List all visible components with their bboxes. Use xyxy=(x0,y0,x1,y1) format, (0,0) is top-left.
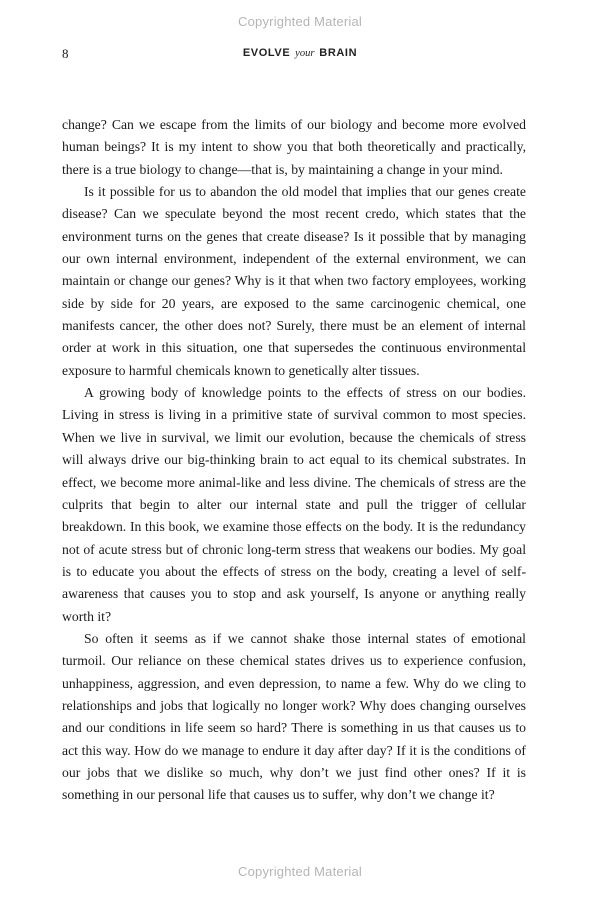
page-number: 8 xyxy=(62,46,69,61)
running-head-evolve: EVOLVE xyxy=(242,47,291,59)
running-head-your: your xyxy=(295,48,315,59)
copyright-watermark-top: Copyrighted Material xyxy=(238,14,362,29)
paragraph: Is it possible for us to abandon the old model that implies that our genes create disease? Can we speculate beyond the most recent credo, which states that the environment turns on the genes that create disease? Is it possible that by managing our own internal environment, independent of the external environment, we can maintain or change our genes? Why is it that when two factory employees, working side by side for 20 years, are exposed to the same carcinogenic chemical, one manifests cancer, the other does not? Surely, there must be an element of internal order at work in this situation, one that supersedes the continuous environmental exposure to harmful chemicals known to genetically alter tissues. xyxy=(62,184,526,378)
running-head xyxy=(0,47,600,59)
paragraph: A growing body of knowledge points to the effects of stress on our bodies. Living in stress is living in a primitive state of survival common to most species. When we live in survival, we limit our evolution, because the chemicals of stress will always drive our big-thinking brain to act equal to its chemical substrates. In effect, we become more animal-like and less divine. The chemicals of stress are the culprits that begin to alter our internal state and pull the trigger of cellular breakdown. In this book, we examine those effects on the body. It is the redundancy not of acute stress but of chronic long-term stress that weakens our bodies. My goal is to educate you about the effects of stress on the body, creating a level of self-awareness that causes you to stop and ask yourself, Is anyone or anything really worth it? xyxy=(62,385,526,624)
body-text xyxy=(62,114,526,807)
paragraph: change? Can we escape from the limits of our biology and become more evolved human beings? It is my intent to show you that both theoretically and practically, there is a true biology to change—that is, by maintaining a change in your mind. xyxy=(62,117,526,177)
copyright-watermark-bottom: Copyrighted Material xyxy=(238,864,362,879)
running-head-brain: BRAIN xyxy=(319,47,358,59)
paragraph: So often it seems as if we cannot shake those internal states of emotional turmoil. Our reliance on these chemical states drives us to experience confusion, unhappiness, aggression, and even depression, to name a few. Why do we cling to relationships and jobs that logically no longer work? Why does changing ourselves and our conditions in life seem so hard? There is something in us that causes us to act this way. How do we manage to endure it day after day? If it is the conditions of our jobs that we dislike so much, why don’t we just find other ones? If it is something in our personal life that causes us to suffer, why don’t we change it? xyxy=(62,630,526,803)
